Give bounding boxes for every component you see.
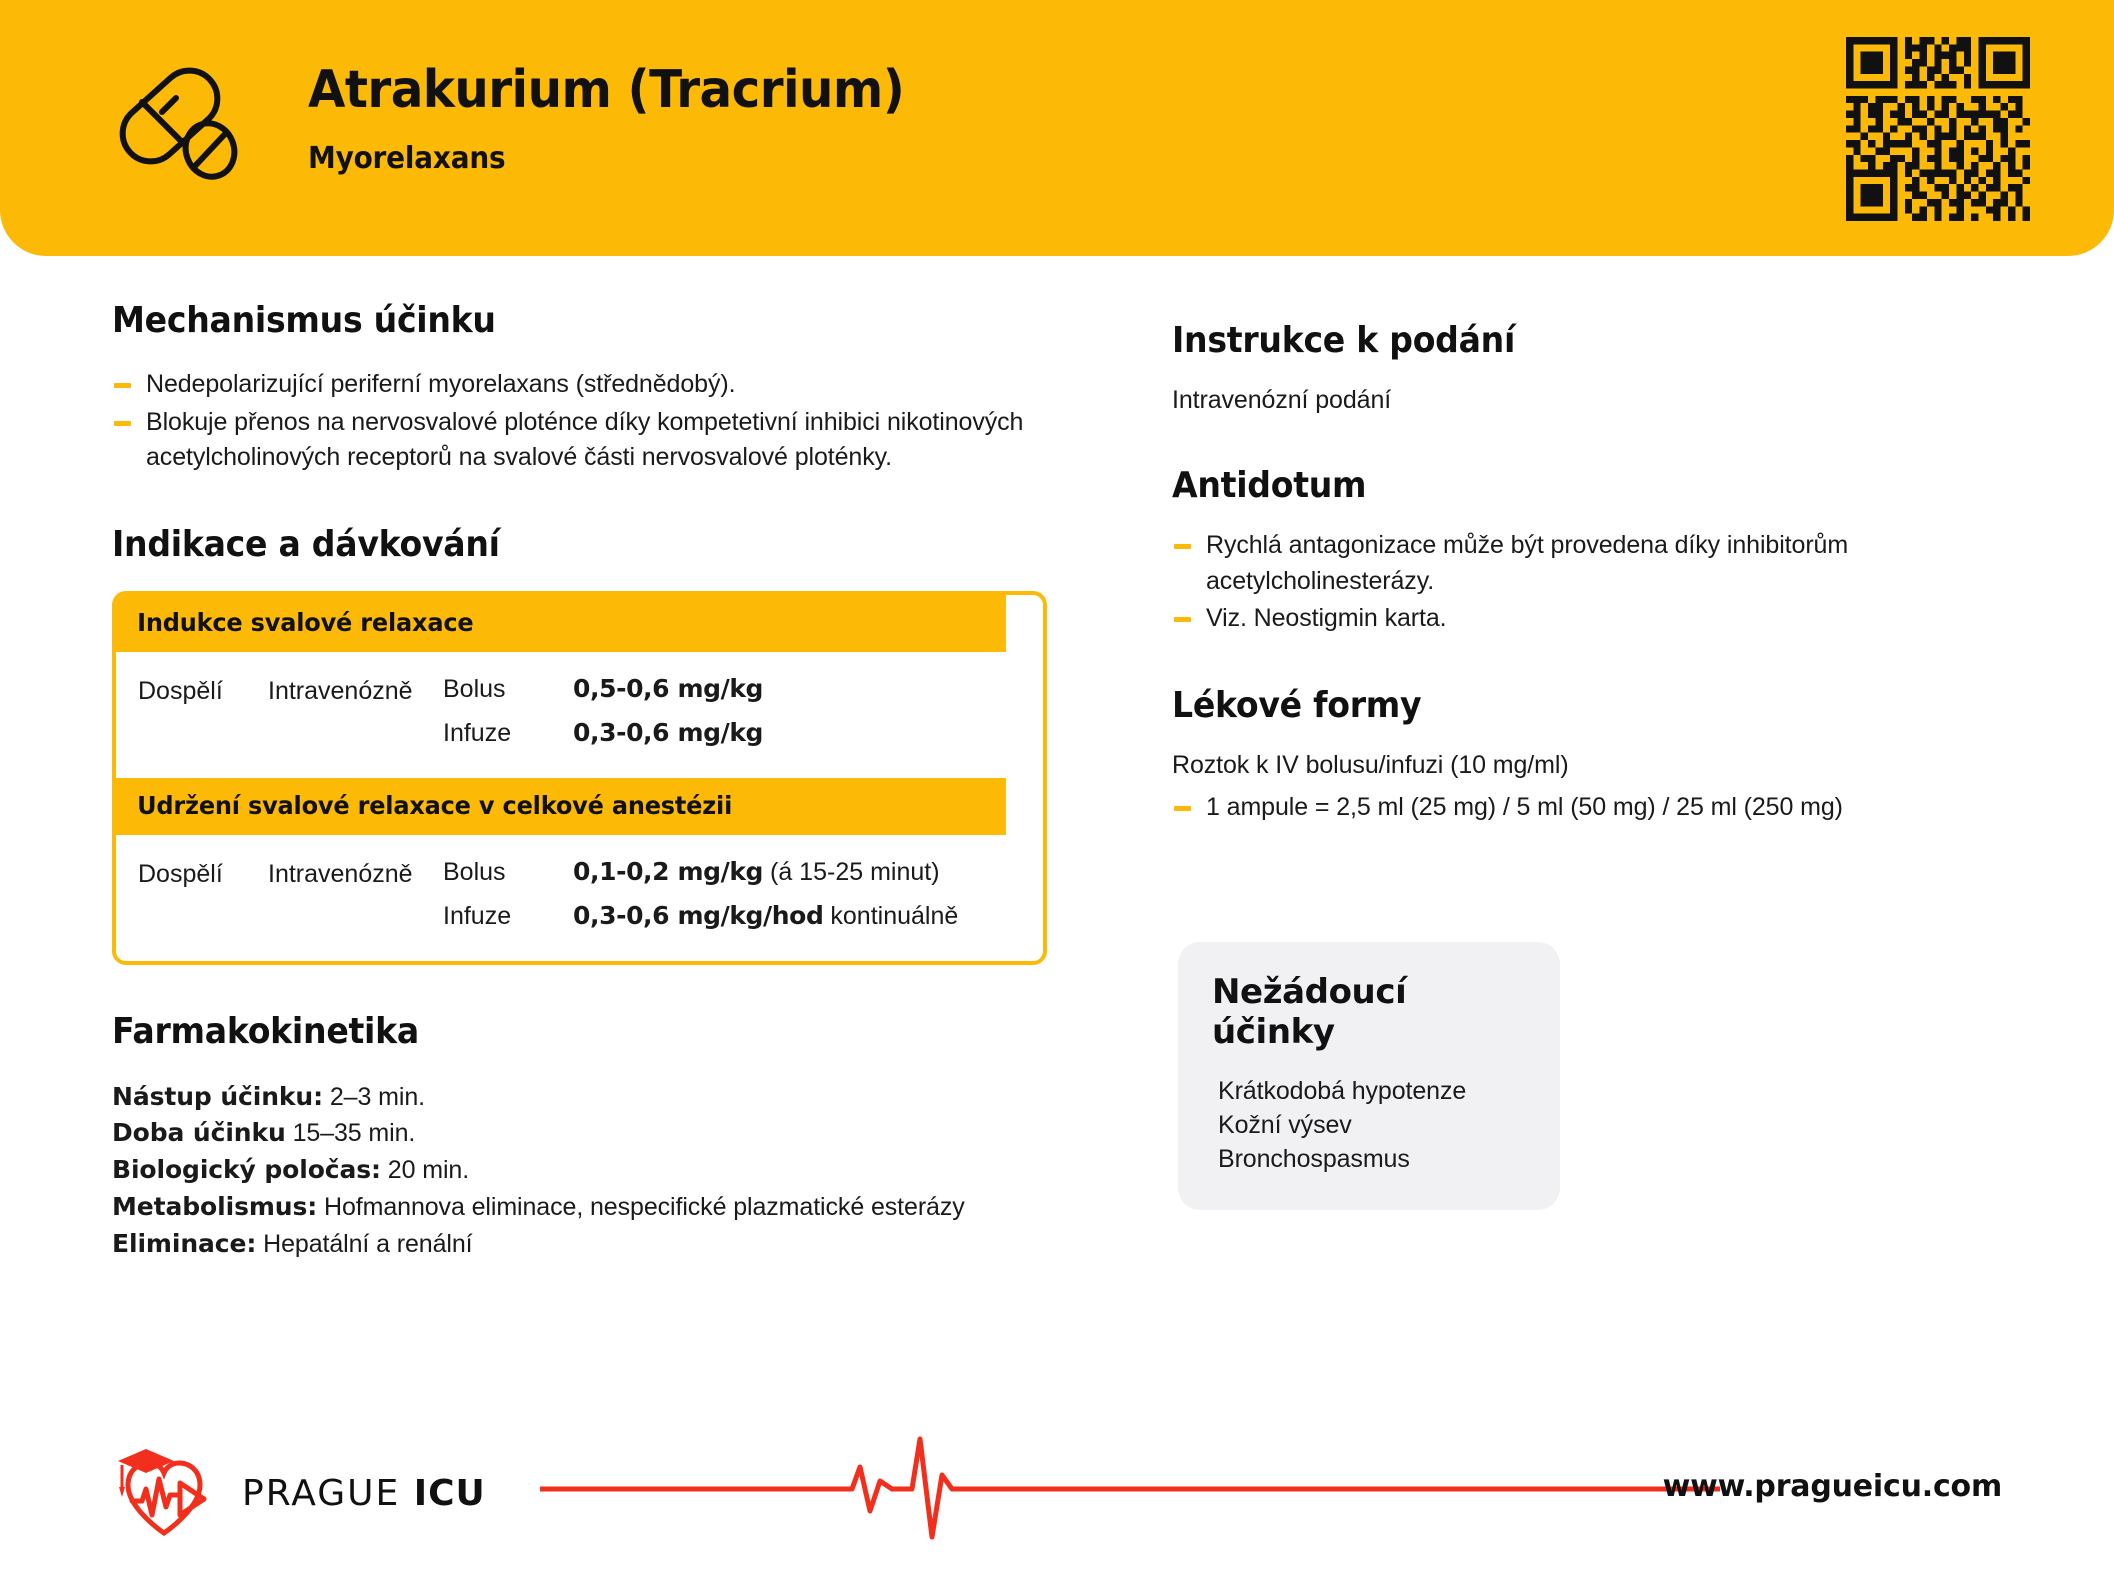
list-item [112,1152,1072,1189]
dose-note: (á 15-25 minut) [763,858,940,887]
list-item: Blokuje přenos na nervosvalové ploténce díky kompetetivní inhibici nikotinových acetylcholinových receptorů na svalové části nervosvalové ploténky. [112,405,1072,476]
list-item: Kožní výsev [1218,1111,1352,1139]
pk-value: Hepatální a renální [256,1229,473,1258]
pk-label: Nástup účinku: [112,1081,324,1111]
dose-amount: 0,1-0,2 mg/kg [573,857,764,887]
pk-value: 20 min. [380,1156,470,1185]
pharmacokinetics-list [112,1079,1072,1263]
spacer [112,965,1072,1011]
list-item: Nedepolarizující periferní myorelaxans (střednědobý). [112,367,1072,403]
section-title-pharmacokinetics: Farmakokinetika [112,1011,419,1053]
dose-row-label: Bolus [443,858,506,887]
logo-text-icu: ICU [413,1472,486,1514]
pk-label: Biologický poločas: [112,1155,381,1185]
dose-population: Dospělí [138,860,223,889]
prague-icu-logo[interactable] [112,1445,486,1541]
dose-note: kontinuálně [823,902,959,931]
list-item [112,1189,1072,1226]
section-title-antidote: Antidotum [1172,464,1367,506]
list-item [112,1079,1072,1116]
pk-value: Hofmannova eliminace, nespecifické plazmatické esterázy [317,1192,965,1221]
dose-table-body [116,835,1043,961]
antidote-list [1172,528,2052,637]
dose-row-value [573,674,763,704]
dose-row-label: Infuze [443,719,512,748]
dose-amount: 0,3-0,6 mg/kg [573,718,764,748]
ecg-line-icon [540,1429,1720,1547]
dose-table-header: Udržení svalové relaxace v celkové anestézii [116,778,1006,835]
list-item: Krátkodobá hypotenze [1218,1077,1467,1105]
drug-class-subtitle: Myorelaxans [308,141,506,177]
pk-value: 15–35 min. [285,1119,416,1148]
section-title-administration: Instrukce k podání [1172,320,1516,361]
list-item: Bronchospasmus [1218,1145,1410,1173]
card-header [0,0,2114,256]
dose-row-value [573,857,940,887]
list-item [112,1115,1072,1152]
pill-capsule-icon [112,58,244,180]
dose-row-value [573,718,763,748]
dose-population: Dospělí [138,677,223,706]
dose-table-body [116,652,1043,778]
prague-icu-heart-logo-icon [112,1445,216,1541]
list-item [112,1226,1072,1263]
card-footer [0,1407,2114,1587]
pk-label: Metabolismus: [112,1191,318,1221]
section-title-dosing: Indikace a dávkování [112,523,500,565]
table-row [443,674,1021,704]
dose-route: Intravenózně [268,677,413,706]
administration-text: Intravenózní podání [1172,386,1392,415]
side-effects-title: Nežádoucí účinky [1212,972,1407,1052]
logo-wordmark [242,1473,486,1514]
spacer [112,478,1072,524]
qr-code[interactable] [1846,37,2030,221]
logo-text-prague: PRAGUE [242,1472,401,1514]
dose-route: Intravenózně [268,860,413,889]
left-column [112,300,1072,1262]
header-titles [308,62,949,176]
list-item: Viz. Neostigmin karta. [1172,601,2052,637]
formulations-list [1172,790,2052,826]
list-item: Rychlá antagonizace může být provedena díky inhibitorům acetylcholinesterázy. [1172,528,2052,599]
mechanism-list [112,367,1072,476]
pk-label: Eliminace: [112,1228,257,1258]
page-title: Atrakurium (Tracrium) [308,60,905,120]
section-title-formulations: Lékové formy [1172,684,1422,726]
dose-table-induction [112,591,1047,965]
spacer [1172,639,2052,685]
pk-value: 2–3 min. [323,1082,425,1111]
table-row [443,857,1021,887]
dose-row-label: Bolus [443,675,506,704]
side-effects-panel [1178,942,1560,1210]
table-row [443,901,1021,931]
list-item: 1 ampule = 2,5 ml (25 mg) / 5 ml (50 mg) / 25 ml (250 mg) [1172,790,2052,826]
dose-row-value [573,901,958,931]
website-url[interactable]: www.pragueicu.com [1662,1469,2002,1504]
table-row [443,718,1021,748]
dose-amount: 0,3-0,6 mg/kg/hod [573,901,824,931]
right-column [1172,320,2052,827]
section-title-mechanism: Mechanismus účinku [112,300,496,341]
spacer [1172,419,2052,465]
dose-table-header: Indukce svalové relaxace [116,595,1006,652]
formulations-text: Roztok k IV bolusu/infuzi (10 mg/ml) [1172,751,1569,780]
dose-amount: 0,5-0,6 mg/kg [573,674,764,704]
pk-label: Doba účinku [112,1118,286,1148]
dose-row-label: Infuze [443,902,512,931]
